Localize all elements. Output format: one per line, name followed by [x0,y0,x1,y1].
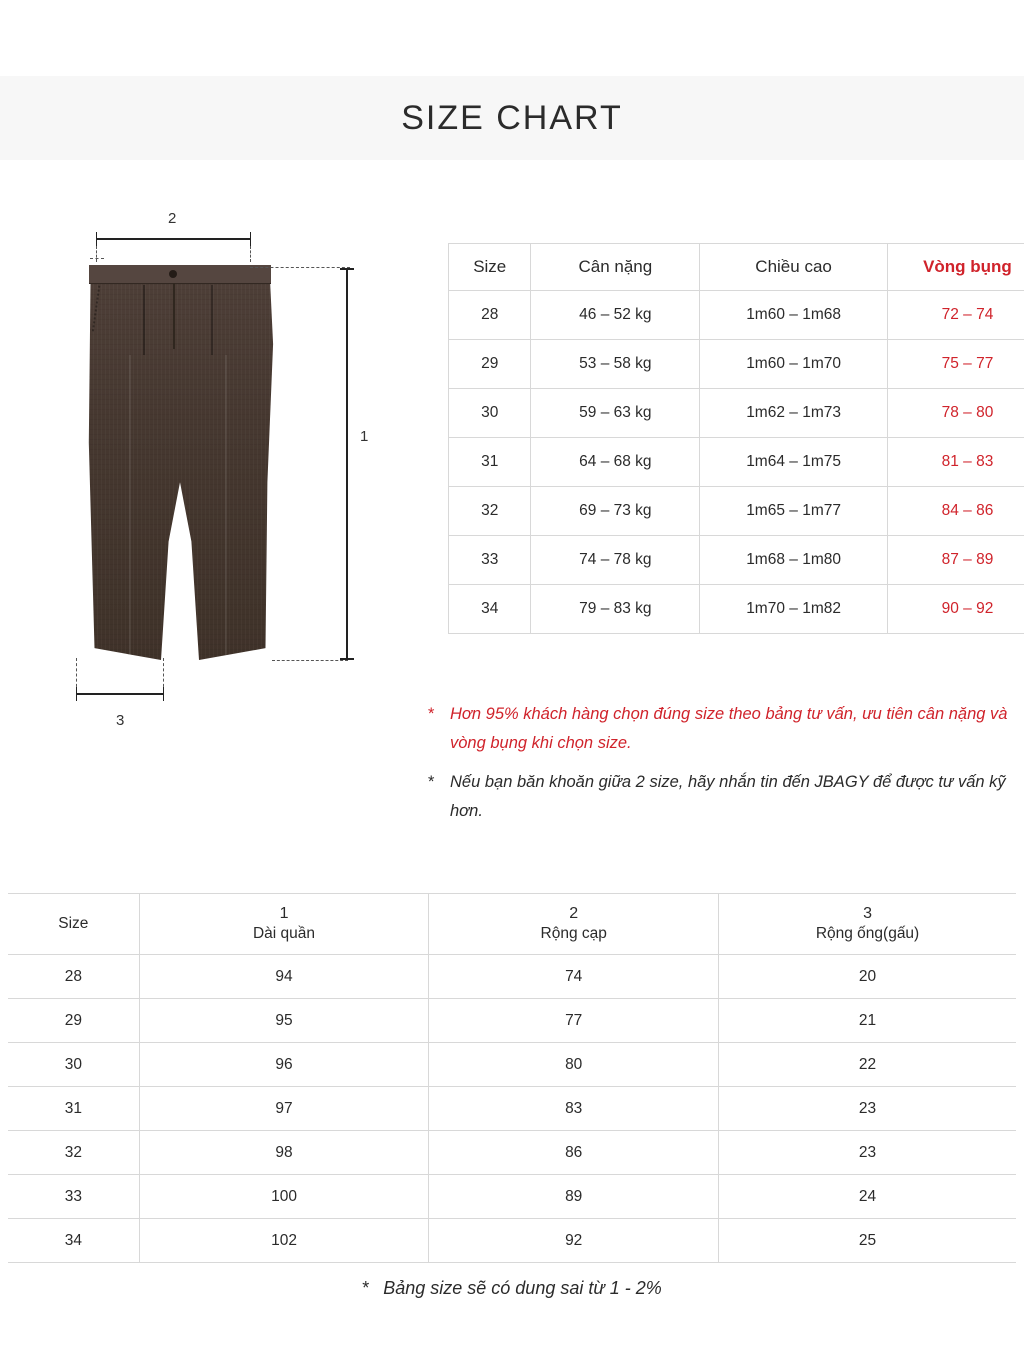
table-row [8,999,1016,1043]
waist-measure-cap-left [96,232,97,246]
table-header-row [449,244,1024,291]
cell-waist-width: 74 [429,955,719,999]
cell-waist: 81 – 83 [887,438,1024,487]
measure-header-row [8,894,1016,955]
table-row [449,536,1024,585]
hem-measure-line [76,693,164,695]
trousers-illustration [85,265,275,660]
table-row [449,389,1024,438]
cell-weight: 64 – 68 kg [531,438,700,487]
fly-seam [173,283,175,349]
cell-waist-width: 92 [429,1219,719,1263]
waist-button-icon [169,270,177,278]
cell-size: 34 [8,1219,139,1263]
cell-waist: 84 – 86 [887,487,1024,536]
waist-measure-line [96,238,251,240]
waist-measure-label: 2 [168,210,177,227]
product-diagram [40,190,440,770]
measure-header-length-num: 1 [279,905,289,922]
cell-size: 33 [449,536,531,585]
cell-weight: 59 – 63 kg [531,389,700,438]
crease-right [225,355,227,655]
header-height: Chiều cao [700,244,888,291]
cell-waist-width: 83 [429,1087,719,1131]
pleat-left [143,285,145,355]
footer-note-text: Bảng size sẽ có dung sai từ 1 - 2% [383,1278,662,1298]
cell-height: 1m65 – 1m77 [700,487,888,536]
table-row [8,1175,1016,1219]
measure-header-length-label: Dài quần [252,925,316,942]
cell-height: 1m60 – 1m68 [700,291,888,340]
crease-left [129,355,131,655]
note-star-icon: * [428,773,435,791]
dash-bottom-to-height [272,660,348,661]
cell-size: 28 [8,955,139,999]
cell-weight: 53 – 58 kg [531,340,700,389]
dash-top-to-height [250,267,350,268]
table-row [8,1087,1016,1131]
length-measure-line [346,268,348,660]
cell-weight: 69 – 73 kg [531,487,700,536]
length-measure-label: 1 [360,428,369,445]
dash-v-waist-left [96,246,97,262]
note-secondary-text: Nếu bạn băn khoăn giữa 2 size, hãy nhắn tin đến JBAGY để được tư vấn kỹ hơn. [450,773,1006,820]
cell-length: 97 [139,1087,429,1131]
cell-length: 94 [139,955,429,999]
cell-waist: 75 – 77 [887,340,1024,389]
cell-hem-width: 23 [719,1131,1016,1175]
measure-header-waist-num: 2 [569,905,579,922]
cell-weight: 74 – 78 kg [531,536,700,585]
measure-header-waist-label: Rộng cạp [540,925,607,942]
table-row [449,340,1024,389]
measure-header-length [139,894,429,955]
note-primary [428,700,1024,758]
cell-waist: 87 – 89 [887,536,1024,585]
notes-block [428,700,1024,826]
cell-height: 1m70 – 1m82 [700,585,888,634]
cell-waist-width: 86 [429,1131,719,1175]
table-row [8,1131,1016,1175]
note-star-icon: * [428,705,435,723]
table-row [449,487,1024,536]
cell-size: 34 [449,585,531,634]
cell-weight: 46 – 52 kg [531,291,700,340]
header-waist: Vòng bụng [887,244,1024,291]
cell-hem-width: 24 [719,1175,1016,1219]
cell-size: 31 [449,438,531,487]
cell-length: 102 [139,1219,429,1263]
note-secondary [428,768,1024,826]
cell-size: 33 [8,1175,139,1219]
cell-hem-width: 23 [719,1087,1016,1131]
cell-length: 98 [139,1131,429,1175]
cell-height: 1m64 – 1m75 [700,438,888,487]
measure-header-hem [719,894,1016,955]
cell-hem-width: 20 [719,955,1016,999]
cell-weight: 79 – 83 kg [531,585,700,634]
table-row [449,438,1024,487]
cell-size: 29 [8,999,139,1043]
cell-waist: 72 – 74 [887,291,1024,340]
cell-length: 96 [139,1043,429,1087]
cell-height: 1m62 – 1m73 [700,389,888,438]
cell-hem-width: 22 [719,1043,1016,1087]
dash-top-waist-left [90,258,104,259]
hem-measure-cap-right [163,687,164,701]
cell-size: 32 [449,487,531,536]
cell-waist: 90 – 92 [887,585,1024,634]
table-row [449,585,1024,634]
cell-height: 1m68 – 1m80 [700,536,888,585]
cell-size: 32 [8,1131,139,1175]
page-title: SIZE CHART [401,98,623,137]
measure-header-hem-num: 3 [863,905,872,922]
table-row [449,291,1024,340]
cell-height: 1m60 – 1m70 [700,340,888,389]
dash-v-waist-right [250,246,251,262]
body-size-table [448,243,1024,634]
cell-hem-width: 21 [719,999,1016,1043]
cell-length: 100 [139,1175,429,1219]
waistband [89,265,271,284]
measure-header-size: Size [8,894,139,955]
waist-measure-cap-right [250,232,251,246]
note-primary-text: Hơn 95% khách hàng chọn đúng size theo bảng tư vấn, ưu tiên cân nặng và vòng bụng khi chọn size. [450,705,1008,752]
hem-measure-label: 3 [116,712,125,729]
footer-star-icon: * [362,1278,370,1298]
measure-header-hem-label: Rộng ống(gấu) [815,925,920,942]
hem-measure-cap-left [76,687,77,701]
cell-waist-width: 80 [429,1043,719,1087]
cell-waist-width: 77 [429,999,719,1043]
header-weight: Cân nặng [531,244,700,291]
cell-size: 30 [449,389,531,438]
cell-size: 29 [449,340,531,389]
length-measure-cap-top [340,268,354,270]
table-row [8,955,1016,999]
cell-size: 31 [8,1087,139,1131]
cell-hem-width: 25 [719,1219,1016,1263]
footer-note [0,1278,1024,1299]
cell-waist: 78 – 80 [887,389,1024,438]
cell-size: 28 [449,291,531,340]
pleat-right [211,285,213,355]
table-row [8,1043,1016,1087]
cell-waist-width: 89 [429,1175,719,1219]
cell-size: 30 [8,1043,139,1087]
garment-measure-table [8,893,1016,1263]
header-size: Size [449,244,531,291]
measure-header-waist [429,894,719,955]
table-row [8,1219,1016,1263]
cell-length: 95 [139,999,429,1043]
